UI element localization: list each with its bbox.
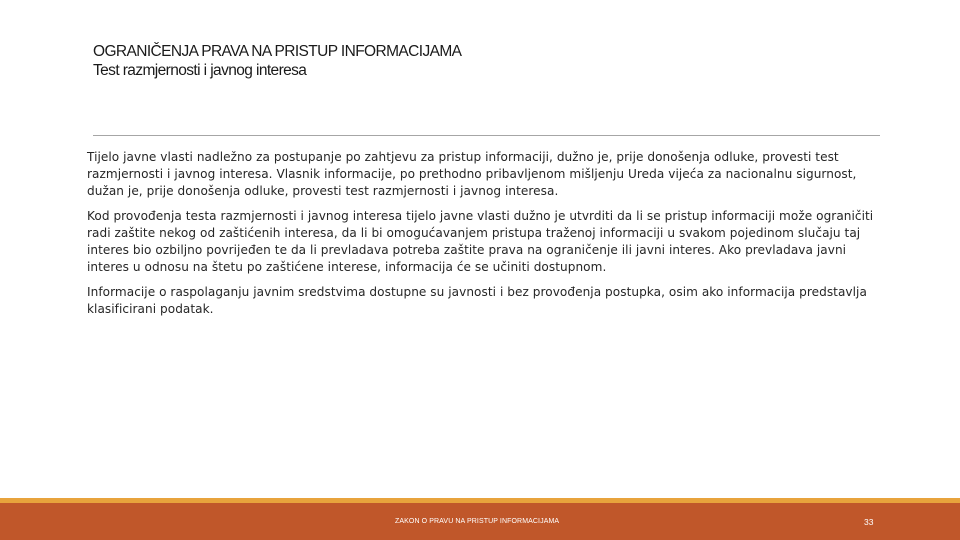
paragraph-2: Kod provođenja testa razmjernosti i javnog interesa tijelo javne vlasti dužno je utvrditi da li se pristup informaciji može ograničiti radi zaštite nekog od zaštićenih interesa, da li bi omogućavanjem pristupa traženoj informaciji u svakom pojedinom slučaju taj interes bio ozbiljno povrijeđen te da li prevladava potreba zaštite prava na ograničenje ili javni interes. Ako prevladava javni interes u odnosu na štetu po zaštićene interese, informacija će se učiniti dostupnom. xyxy=(87,209,874,274)
title-block xyxy=(93,42,873,80)
slide-body xyxy=(87,149,877,326)
paragraph-1: Tijelo javne vlasti nadležno za postupanje po zahtjevu za pristup informaciji, dužno je, prije donošenja odluke, provesti test razmjernosti i javnog interesa. Vlasnik informacije, po prethodno pribavljenom mišljenju Ureda vijeća za nacionalnu sigurnost, dužan je, prije donošenja odluke, provesti test razmjernosti i javnog interesa. xyxy=(87,150,857,198)
title-divider xyxy=(93,135,880,136)
paragraph-3: Informacije o raspolaganju javnim sredstvima dostupne su javnosti i bez provođenja postupka, osim ako informacija predstavlja klasificirani podatak. xyxy=(87,285,867,316)
footer-label: ZAKON O PRAVU NA PRISTUP INFORMACIJAMA xyxy=(395,518,560,525)
slide-title: OGRANIČENJA PRAVA NA PRISTUP INFORMACIJAMA xyxy=(93,43,462,60)
slide-subtitle: Test razmjernosti i javnog interesa xyxy=(93,62,307,79)
page-number: 33 xyxy=(864,517,874,527)
